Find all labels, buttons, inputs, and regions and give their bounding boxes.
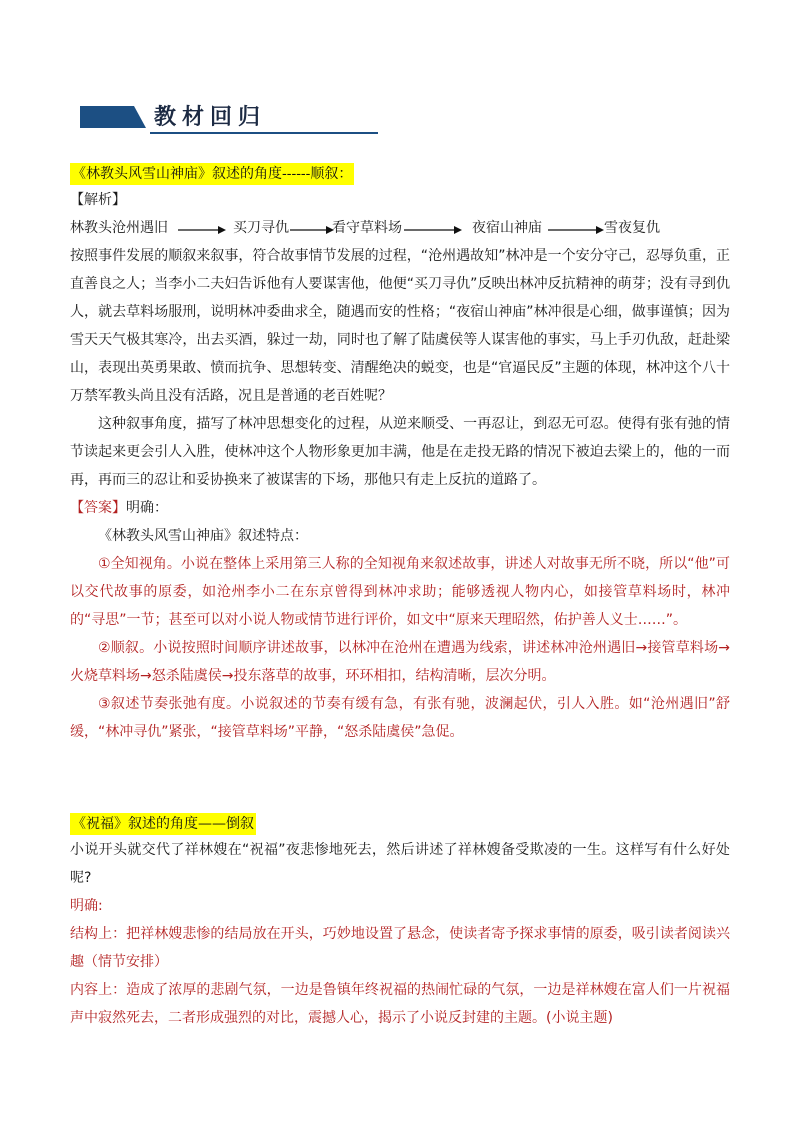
- answer-intro: 明确：: [126, 500, 168, 516]
- flow-step: 林教头沧州遇旧: [70, 220, 168, 236]
- banner-shape-icon: [80, 106, 146, 128]
- answer-content: 内容上：造成了浓厚的悲剧气氛，一边是鲁镇年终祝福的热闹忙碌的气氛，一边是祥林嫂在富人们一片祝福声中寂然死去，二者形成强烈的对比，震撼人心，揭示了小说反封建的主题。(小说主题): [70, 982, 730, 1026]
- flow-step: 夜宿山神庙: [472, 220, 542, 236]
- analysis-label: 【解析】: [70, 192, 126, 208]
- flow-step: 买刀寻仇: [233, 220, 289, 236]
- section-zhufu: [70, 810, 730, 1032]
- answer-point: ②顺叙。小说按照时间顺序讲述故事，以林冲在沧州在遭遇为线索，讲述林冲沧州遇旧→接管草料场→火烧草料场→怒杀陆虞侯→投东落草的故事，环环相扣，结构清晰，层次分明。: [70, 640, 730, 684]
- arrow-right-icon: [548, 214, 604, 242]
- answer-label: 【答案】: [70, 500, 126, 516]
- banner-title: 教材回归: [154, 104, 267, 130]
- arrow-right-icon: [178, 214, 226, 242]
- answer-structure: 结构上：把祥林嫂悲惨的结局放在开头，巧妙地设置了悬念，使读者寄予探求事情的原委，吸引读者阅读兴趣（情节安排）: [70, 926, 730, 970]
- analysis-paragraph: 按照事件发展的顺叙来叙事，符合故事情节发展的过程，“沧州遇故知”林冲是一个安分守己，忍辱负重，正直善良之人；当李小二夫妇告诉他有人要谋害他，他便“买刀寻仇”反映出林冲反抗精神的萌芽；没有寻到仇人，就去草料场服刑，说明林冲委曲求全，随遇而安的性格；“夜宿山神庙”林冲很是心细，做事谨慎；因为雪天天气极其寒冷，出去买酒，躲过一劫，同时也了解了陆虞侯等人谋害他的事实，马上手刃仇敌，赶赴梁山，表现出英勇果敢、愤而抗争、思想转变、清醒绝决的蜕变，也是“官逼民反”主题的体现，林冲这个八十万禁军教头尚且没有活路，况且是普通的老百姓呢？: [70, 248, 730, 404]
- question-text: 小说开头就交代了祥林嫂在“祝福”夜悲惨地死去，然后讲述了祥林嫂备受欺凌的一生。这样写有什么好处呢?: [70, 842, 730, 886]
- answer-title: 《林教头风雪山神庙》叙述特点：: [98, 528, 308, 544]
- answer-point: ③叙述节奏张弛有度。小说叙述的节奏有缓有急，有张有驰，波澜起伏，引人入胜。如“沧州遇旧”舒缓，“林冲寻仇”紧张，“接管草料场”平静，“怒杀陆虞侯”急促。: [70, 696, 730, 740]
- flow-step: 看守草料场: [332, 220, 402, 236]
- arrow-right-icon: [404, 214, 462, 242]
- section2-heading: 《祝福》叙述的角度——倒叙: [70, 813, 256, 835]
- section-lin-chong: [70, 160, 730, 746]
- banner-underline: [150, 132, 378, 134]
- answer-point: ①全知视角。小说在整体上采用第三人称的全知视角来叙述故事，讲述人对故事无所不晓，所以“他”可以交代故事的原委，如沧州李小二在东京曾得到林冲求助；能够透视人物内心，如接管草料场时，林冲的“寻思”一节；甚至可以对小说人物或情节进行评价，如文中“原来天理昭然，佑护善人义士……”。: [70, 556, 730, 628]
- section1-heading: 《林教头风雪山神庙》叙述的角度------顺叙：: [70, 163, 354, 185]
- section-banner: [80, 98, 300, 138]
- event-flow: [70, 214, 730, 242]
- answer-intro: 明确:: [70, 898, 103, 914]
- arrow-right-icon: [290, 214, 334, 242]
- analysis-paragraph: 这种叙事角度，描写了林冲思想变化的过程，从逆来顺受、一再忍让，到忍无可忍。使得有张有弛的情节读起来更会引人入胜，使林冲这个人物形象更加丰满，他是在走投无路的情况下被迫去梁上的，他的一而再，再而三的忍让和妥协换来了被谋害的下场，那他只有走上反抗的道路了。: [70, 416, 730, 488]
- flow-step: 雪夜复仇: [604, 220, 660, 236]
